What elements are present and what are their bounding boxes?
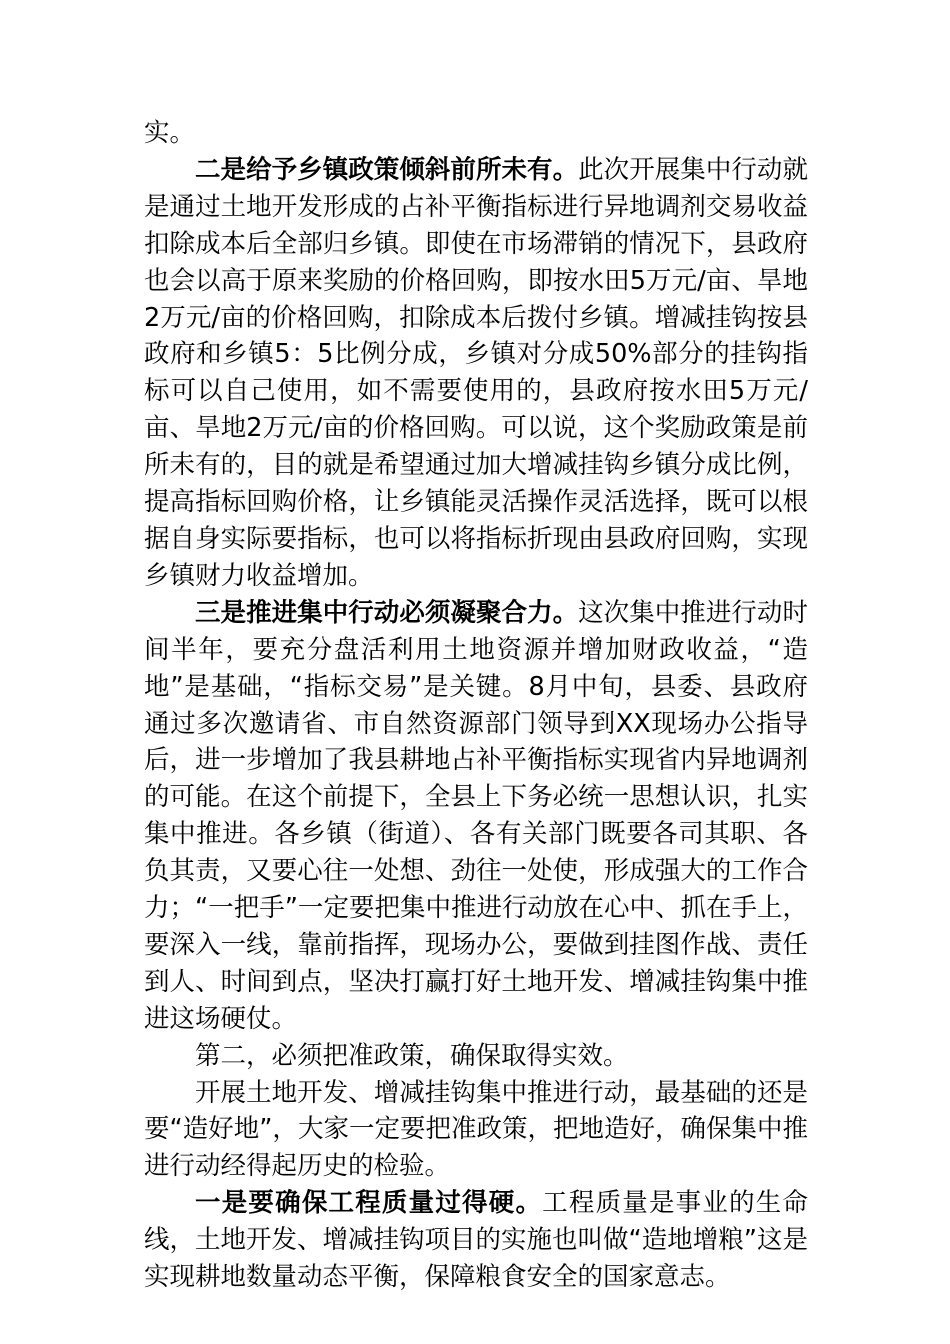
paragraph-lead: 二是给予乡镇政策倾斜前所未有。 (195, 154, 579, 185)
paragraph-text: 实。 (144, 118, 196, 148)
paragraph-lead: 一是要确保工程质量过得硬。 (195, 1188, 543, 1219)
paragraph-policy-intro (144, 1075, 808, 1186)
paragraph-joint-effort (144, 595, 808, 1038)
paragraph-continuation (144, 115, 808, 152)
paragraph-text: 这次集中推进行动时间半年，要充分盘活利用土地资源并增加财政收益，“造地”是基础，“指标交易”是关键。8月中旬，县委、县政府通过多次邀请省、市自然资源部门领导到XX现场办公指导后，进一步增加了我县耕地占补平衡指标实现省内异地调剂的可能。在这个前提下，全县上下务必统一思想认识，扎实集中推进。各乡镇（街道）、各有关部门既要各司其职、各负其责，又要心往一处想、劲往一处使，形成强大的工作合力；“一把手”一定要把集中推进行动放在心中、抓在手上，要深入一线，靠前指挥，现场办公，要做到挂图作战、责任到人、时间到点，坚决打赢打好土地开发、增减挂钩集中推进这场硬仗。 (144, 597, 808, 1034)
paragraph-text: 工程质量是事业的生命线，土地开发、增减挂钩项目的实施也叫做“造地增粮”这是实现耕地数量动态平衡，保障粮食安全的国家意志。 (144, 1188, 808, 1293)
paragraph-text: 此次开展集中行动就是通过土地开发形成的占补平衡指标进行异地调剂交易收益扣除成本后全部归乡镇。即使在市场滞销的情况下，县政府也会以高于原来奖励的价格回购，即按水田5万元/亩、旱地2万元/亩的价格回购，扣除成本后拨付乡镇。增减挂钩按县政府和乡镇5：5比例分成，乡镇对分成50%部分的挂钩指标可以自己使用，如不需要使用的，县政府按水田5万元/亩、旱地2万元/亩的价格回购。可以说，这个奖励政策是前所未有的，目的就是希望通过加大增减挂钩乡镇分成比例，提高指标回购价格，让乡镇能灵活操作灵活选择，既可以根据自身实际要指标，也可以将指标折现由县政府回购，实现乡镇财力收益增加。 (144, 154, 808, 591)
paragraph-policy-incentive (144, 152, 808, 595)
section-heading (144, 1038, 808, 1075)
paragraph-quality (144, 1185, 808, 1296)
section-heading-text: 第二，必须把准政策，确保取得实效。 (195, 1040, 629, 1071)
paragraph-lead: 三是推进集中行动必须凝聚合力。 (195, 597, 579, 628)
document-page (144, 115, 808, 1296)
paragraph-text: 开展土地开发、增减挂钩集中推进行动，最基础的还是要“造好地”，大家一定要把准政策，把地造好，确保集中推进行动经得起历史的检验。 (144, 1077, 808, 1182)
